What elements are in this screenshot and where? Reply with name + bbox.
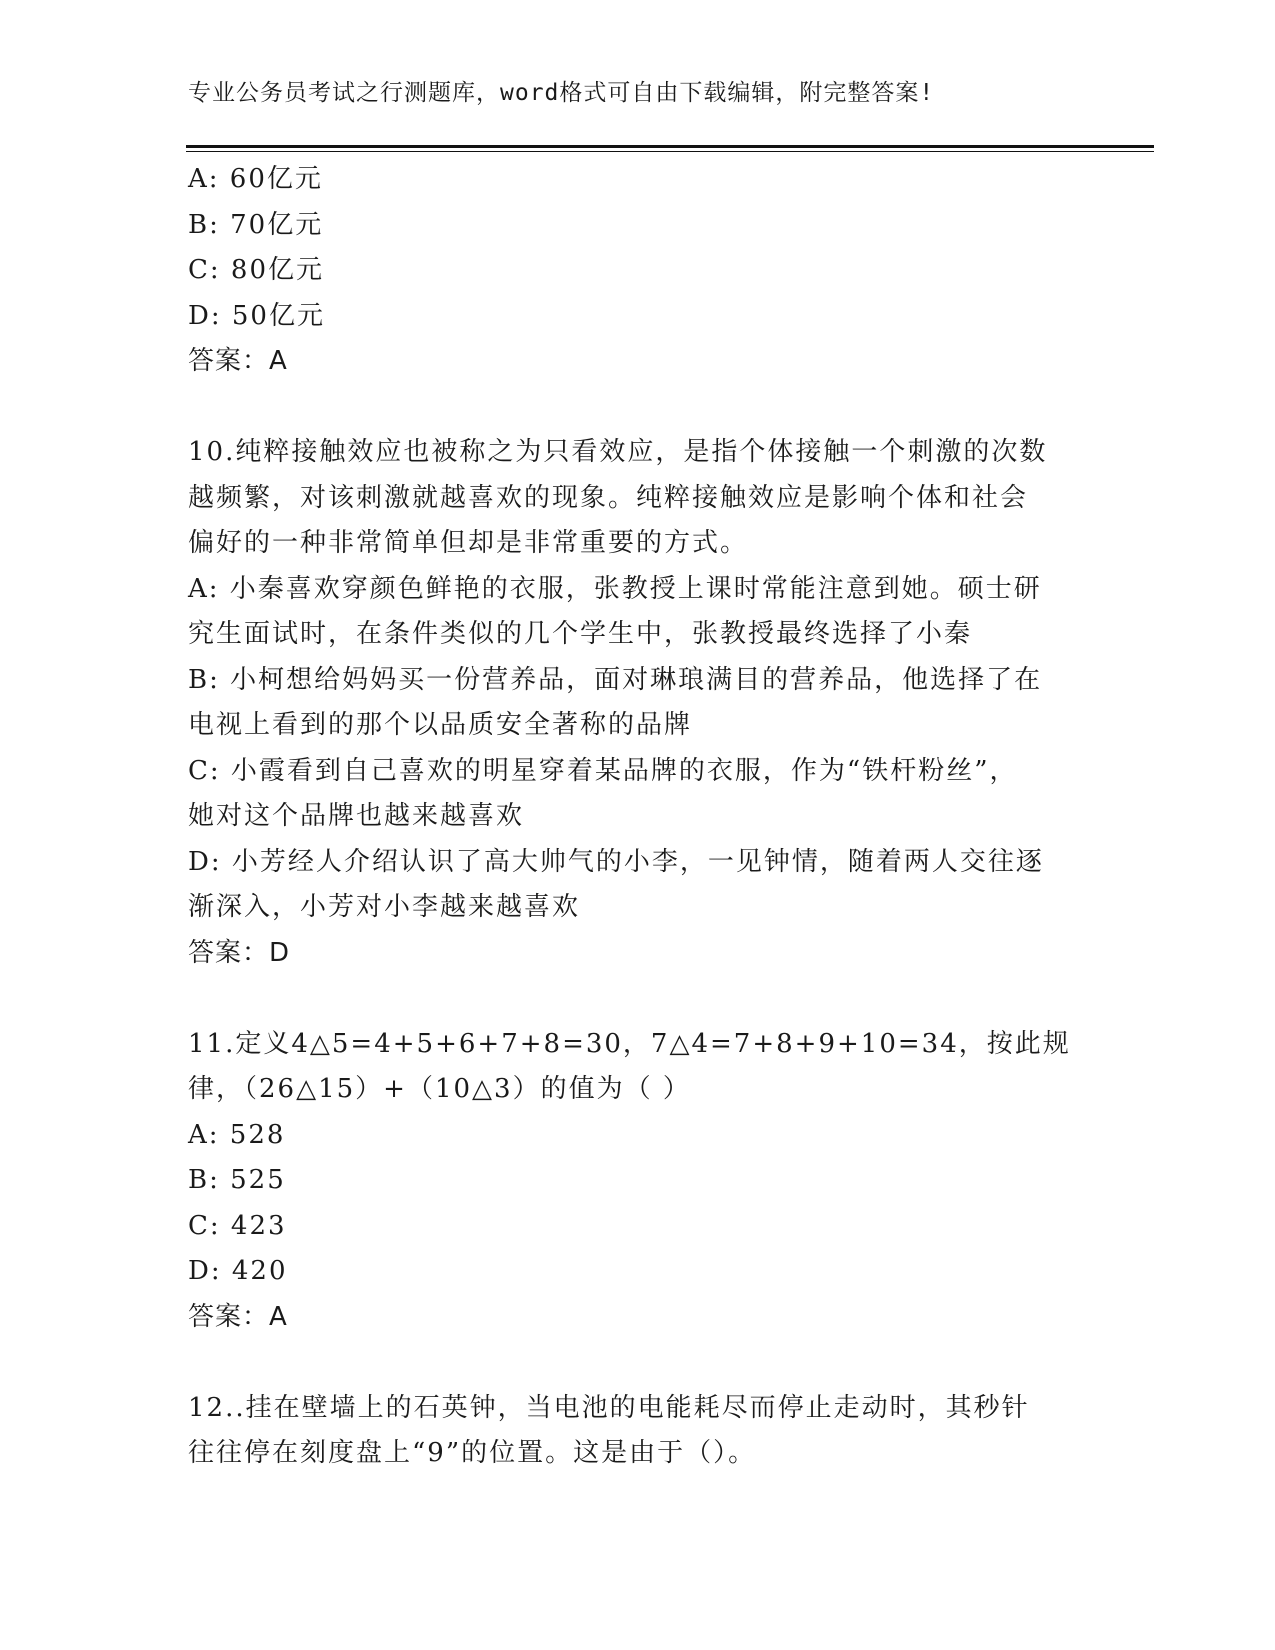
question-stem-line: 10.纯粹接触效应也被称之为只看效应，是指个体接触一个刺激的次数 xyxy=(188,437,1048,467)
question-stem-line: 越频繁，对该刺激就越喜欢的现象。纯粹接触效应是影响个体和社会 xyxy=(188,482,1029,513)
question-9 xyxy=(188,157,1088,385)
option-a: A: 528 xyxy=(188,1119,286,1150)
question-11 xyxy=(188,1022,1088,1341)
option-d: D: 小芳经人介绍认识了高大帅气的小李，一见钟情，随着两人交往逐 xyxy=(188,846,1044,877)
question-stem-line: 往往停在刻度盘上“9”的位置。这是由于（）。 xyxy=(188,1438,757,1468)
spacer xyxy=(188,976,1088,1022)
question-stem-line: 11.定义4△5=4+5+6+7+8=30，7△4=7+8+9+10=34，按此规 xyxy=(188,1028,1071,1059)
option-c: C: 小霞看到自己喜欢的明星穿着某品牌的衣服，作为“铁杆粉丝”， xyxy=(188,755,1018,786)
header-rule-thin xyxy=(186,151,1154,152)
answer-label: 答案：A xyxy=(188,346,288,376)
option-a-cont: 究生面试时，在条件类似的几个学生中，张教授最终选择了小秦 xyxy=(188,619,973,649)
question-10 xyxy=(188,430,1088,976)
option-d: D: 420 xyxy=(188,1256,288,1286)
spacer xyxy=(188,1340,1088,1386)
option-a: A: 小秦喜欢穿颜色鲜艳的衣服，张教授上课时常能注意到她。硕士研 xyxy=(188,573,1042,604)
question-stem-line: 律，（26△15）+（10△3）的值为（ ） xyxy=(188,1074,691,1104)
answer-label: 答案：D xyxy=(188,937,291,968)
option-d: D: 50亿元 xyxy=(188,300,325,331)
option-c: C: 80亿元 xyxy=(188,255,325,285)
option-b-cont: 电视上看到的那个以品质安全著称的品牌 xyxy=(188,710,693,740)
option-b: B: 70亿元 xyxy=(188,209,324,240)
question-12 xyxy=(188,1386,1088,1477)
question-content xyxy=(188,157,1088,1477)
page-header: 专业公务员考试之行测题库，word格式可自由下载编辑，附完整答案! xyxy=(188,80,935,106)
option-c: C: 423 xyxy=(188,1210,287,1241)
option-b: B: 小柯想给妈妈买一份营养品，面对琳琅满目的营养品，他选择了在 xyxy=(188,664,1043,695)
option-a: A: 60亿元 xyxy=(188,164,323,194)
answer-label: 答案：A xyxy=(188,1301,288,1332)
option-c-cont: 她对这个品牌也越来越喜欢 xyxy=(188,801,525,831)
header-rule-thick xyxy=(186,145,1154,148)
option-d-cont: 渐深入，小芳对小李越来越喜欢 xyxy=(188,892,581,922)
option-b: B: 525 xyxy=(188,1165,286,1195)
question-stem-line: 12..挂在壁墙上的石英钟，当电池的电能耗尽而停止走动时，其秒针 xyxy=(188,1392,1030,1423)
spacer xyxy=(188,385,1088,431)
question-stem-line: 偏好的一种非常简单但却是非常重要的方式。 xyxy=(188,528,749,558)
